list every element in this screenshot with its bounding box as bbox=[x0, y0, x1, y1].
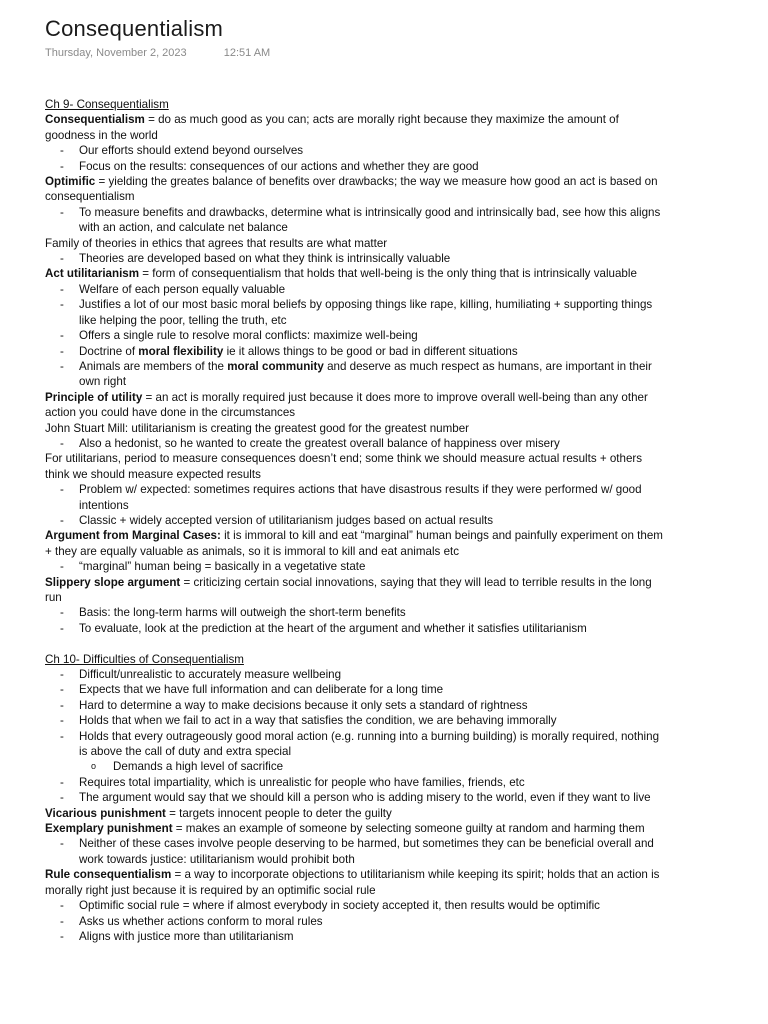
term: Act utilitarianism bbox=[45, 267, 140, 281]
page-time: 12:51 AM bbox=[223, 47, 271, 59]
bullet-item: - Animals are members of the moral community and deserve as much respect as humans, are important in their own right bbox=[60, 359, 652, 389]
dash-bullet: - bbox=[60, 729, 64, 743]
dash-bullet: - bbox=[60, 621, 64, 635]
dash-bullet: - bbox=[60, 698, 64, 712]
dash-bullet: - bbox=[60, 668, 64, 682]
note-line: For utilitarians, period to measure consequences doesn’t end; some think we should measure actual results + others think we should measure expected results bbox=[45, 452, 643, 481]
dash-bullet: - bbox=[60, 775, 64, 789]
bullet-item: - Doctrine of moral flexibility ie it allows things to be good or bad in different situations bbox=[60, 344, 518, 358]
bullet-item: - Classic + widely accepted version of utilitarianism judges based on actual results bbox=[60, 513, 494, 527]
dash-bullet: - bbox=[60, 329, 64, 343]
section-heading-ch10: Ch 10- Difficulties of Consequentialism bbox=[45, 652, 244, 666]
definition-text: = form of consequentialism that holds that well-being is the only thing that is intrinsically valuable bbox=[139, 267, 637, 281]
bullet-item: - Our efforts should extend beyond ourselves bbox=[60, 144, 304, 158]
bullet-item: - Welfare of each person equally valuable bbox=[60, 282, 286, 296]
definition-marginal-cases bbox=[45, 528, 665, 559]
term: Optimific bbox=[45, 175, 96, 189]
definition-text: it is immoral to kill and eat “marginal” human beings and painfully experiment on them + they are equally valuable as animals, so it is immoral to kill and eat animals etc bbox=[45, 529, 663, 558]
dash-bullet: - bbox=[60, 282, 64, 296]
definition-act-utilitarianism bbox=[45, 266, 665, 281]
term: Consequentialism bbox=[45, 113, 145, 127]
dash-bullet: - bbox=[60, 837, 64, 851]
definition-slippery-slope bbox=[45, 575, 665, 606]
definition-consequentialism bbox=[45, 112, 665, 143]
definition-text: = makes an example of someone by selecting someone guilty at random and harming them bbox=[172, 822, 645, 836]
spacer bbox=[45, 636, 665, 651]
dash-bullet: - bbox=[60, 683, 64, 697]
dash-bullet: - bbox=[60, 483, 64, 497]
dash-bullet: - bbox=[60, 899, 64, 913]
page-meta bbox=[45, 47, 270, 59]
dash-bullet: - bbox=[60, 714, 64, 728]
bullet-item: - The argument would say that we should kill a person who is adding misery to the world, even if they want to live bbox=[60, 791, 651, 805]
definition-optimific bbox=[45, 174, 665, 205]
bullet-item: - Basis: the long-term harms will outweigh the short-term benefits bbox=[60, 606, 406, 620]
dash-bullet: - bbox=[60, 436, 64, 450]
dash-bullet: - bbox=[60, 513, 64, 527]
dash-bullet: - bbox=[60, 560, 64, 574]
dash-bullet: - bbox=[60, 929, 64, 943]
note-line: Family of theories in ethics that agrees that results are what matter bbox=[45, 236, 388, 250]
bullet-item: - Holds that when we fail to act in a way that satisfies the condition, we are behaving immorally bbox=[60, 714, 557, 728]
bullet-item: - Problem w/ expected: sometimes requires actions that have disastrous results if they were performed w/ good intentions bbox=[60, 483, 642, 512]
note-content bbox=[45, 97, 665, 944]
dash-bullet: - bbox=[60, 344, 64, 358]
definition-text: = targets innocent people to deter the guilty bbox=[165, 806, 392, 820]
term: Vicarious punishment bbox=[45, 806, 166, 820]
dash-bullet: - bbox=[60, 359, 64, 373]
bullet-item: - Difficult/unrealistic to accurately measure wellbeing bbox=[60, 668, 342, 682]
dash-bullet: - bbox=[60, 791, 64, 805]
bullet-item: - Justifies a lot of our most basic moral beliefs by opposing things like rape, killing, humiliating + supporting things like helping the poor, telling the truth, etc bbox=[60, 298, 653, 327]
definition-vicarious-punishment bbox=[45, 806, 665, 821]
bullet-item: - Optimific social rule = where if almost everybody in society accepted it, then results would be optimific bbox=[60, 899, 600, 913]
sub-bullet-item: o Demands a high level of sacrifice bbox=[91, 760, 284, 774]
dash-bullet: - bbox=[60, 144, 64, 158]
definition-text: = an act is morally required just because it does more to improve overall well-being than any other action you could have done in the circumstances bbox=[45, 390, 648, 420]
bullet-item: - Asks us whether actions conform to moral rules bbox=[60, 914, 323, 928]
definition-text: = yielding the greates balance of benefits over drawbacks; the way we measure how good an act is based on consequentialism bbox=[45, 175, 658, 204]
bullet-item: - Also a hedonist, so he wanted to create the greatest overall balance of happiness over misery bbox=[60, 436, 560, 450]
page-title: Consequentialism bbox=[45, 16, 224, 41]
bullet-item: - Neither of these cases involve people deserving to be harmed, but sometimes they can be beneficial overall and work towards justice: utilitarianism would prohibit both bbox=[60, 837, 654, 866]
bullet-item: - “marginal” human being = basically in a vegetative state bbox=[60, 560, 366, 574]
term: Principle of utility bbox=[45, 390, 143, 404]
definition-principle-of-utility bbox=[45, 390, 665, 421]
dash-bullet: - bbox=[60, 205, 64, 219]
definition-text: = do as much good as you can; acts are morally right because they maximize the amount of goodness in the world bbox=[45, 113, 619, 142]
bullet-item: - Aligns with justice more than utilitarianism bbox=[60, 929, 294, 943]
dash-bullet: - bbox=[60, 606, 64, 620]
dash-bullet: - bbox=[60, 159, 64, 173]
bullet-item: - Theories are developed based on what they think is intrinsically valuable bbox=[60, 252, 451, 266]
dash-bullet: - bbox=[60, 252, 64, 266]
bullet-item: - Focus on the results: consequences of our actions and whether they are good bbox=[60, 159, 479, 173]
term: Exemplary punishment bbox=[45, 822, 173, 836]
section-heading-ch9: Ch 9- Consequentialism bbox=[45, 98, 169, 111]
bullet-item: - Hard to determine a way to make decisions because it only sets a standard of rightness bbox=[60, 698, 528, 712]
note-line: John Stuart Mill: utilitarianism is creating the greatest good for the greatest number bbox=[45, 421, 470, 435]
definition-text: = a way to incorporate objections to utilitarianism while keeping its spirit; holds that an action is morally right just because it is required by an optimific social rule bbox=[45, 868, 660, 897]
dash-bullet: - bbox=[60, 298, 64, 312]
term: Argument from Marginal Cases: bbox=[45, 529, 221, 543]
bullet-item: - Expects that we have full information and can deliberate for a long time bbox=[60, 683, 444, 697]
bullet-item: - Offers a single rule to resolve moral conflicts: maximize well-being bbox=[60, 329, 418, 343]
definition-text: = criticizing certain social innovations, saying that they will lead to terrible results in the long run bbox=[45, 575, 652, 604]
bullet-item: - Holds that every outrageously good moral action (e.g. running into a burning building) is morally required, nothing is above the call of duty and extra special bbox=[60, 729, 660, 759]
dash-bullet: - bbox=[60, 914, 64, 928]
bullet-item: - To measure benefits and drawbacks, determine what is intrinsically good and intrinsically bad, see how this aligns with an action, and calculate net balance bbox=[60, 205, 661, 235]
bullet-item: - To evaluate, look at the prediction at the heart of the argument and whether it satisfies utilitarianism bbox=[60, 621, 587, 635]
page-date: Thursday, November 2, 2023 bbox=[45, 47, 187, 59]
definition-rule-consequentialism bbox=[45, 867, 665, 898]
term: Slippery slope argument bbox=[45, 575, 181, 589]
bullet-item: - Requires total impartiality, which is unrealistic for people who have families, friends, etc bbox=[60, 775, 525, 789]
term: Rule consequentialism bbox=[45, 868, 172, 882]
definition-exemplary-punishment bbox=[45, 821, 665, 836]
circle-bullet: o bbox=[91, 761, 97, 772]
